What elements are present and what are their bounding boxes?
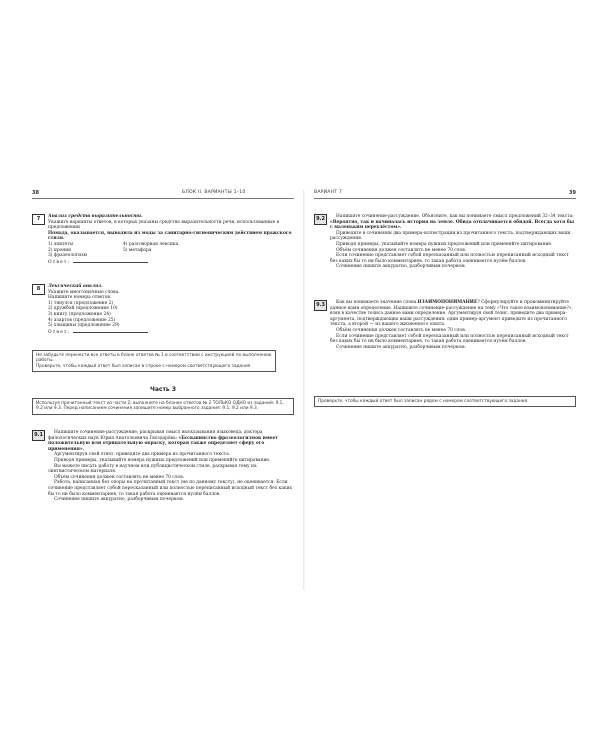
task-9-1-p7: Сочинение пишите аккуратно, разборчивым почерком. [54,497,185,503]
task-9-3-p4: Сочинение пишите аккуратно, разборчивым почерком. [336,344,467,350]
task-8-options [48,301,198,329]
task-9-3-p3: Если сочинение представляет собой пересказанный или полностью переписанный исходный текст без каких бы то ни было комментариев, то такая работа оценивается нулём баллов. [330,333,569,345]
quote-text: «Вероятно, так и начиналась история на земле. Обида отплачивается обидой. Всегда хотя бы с маленьким перехлёстом». [330,219,575,231]
part-3-instruction-note [32,398,294,415]
task-7-option: 2) ирония [48,247,71,253]
right-page [314,190,576,590]
book-gutter [303,190,305,590]
left-running-title: БЛОК II. ВАРИАНТЫ 1–10 [182,190,246,195]
text: ? Сформулируйте и прокомментируйте данное вами определение. Напишите сочинение-рассуждение на тему «Что такое взаимопонимание?», взяв в качестве тезиса данное вами определение. Аргументируя свой тезис, приведите два примера-аргумента, подтверждающих ваши рассуждения: один пример-аргумент приведите из прочитанного текста, а второй — из вашего жизненного опыта. [330,300,573,328]
task-7-option: 3) фразеологизм [48,253,87,259]
task-9-2-p4: Объём сочинения должен составлять не менее 70 слов. [336,247,467,253]
task-7-option: 5) метафора [123,247,152,253]
answer-label: Ответ: [48,329,71,335]
transfer-answers-note [32,350,276,372]
right-running-title: ВАРИАНТ 7 [314,190,343,195]
task-9-3-number: 9.3 [314,300,327,311]
task-8-heading: Лексический анализ. [48,284,103,289]
text: Напишите сочинение-рассуждение. Объясните, как вы понимаете смысл предложений 32–34 текста: [336,214,574,219]
task-9-1-p1 [48,430,294,452]
task-9-2 [314,214,576,294]
task-9-2-p2: Приведите в сочинении два примера-иллюстрации из прочитанного текста, подтверждающих ваши рассуждения. [330,230,571,242]
task-9-3-p1 [330,300,576,328]
quote-text: «Большинство фразеологизмов имеет положительную или отрицательную окраску, которая также определяет сферу его применения». [48,435,278,452]
task-7 [32,214,294,274]
task-9-1-p2: Аргументируя свой ответ, приведите два примера из прочитанного текста. [54,452,231,458]
text: Напишите сочинение-рассуждение, раскрывая смысл высказывания языковеда, доктора филологических наук Юрия Анатольевича Гвоздарёва: [48,430,263,441]
right-page-number: 39 [569,190,576,196]
answer-label: Ответ: [48,259,71,265]
task-8-option: 5) хлыщины (предложение 29) [48,323,120,329]
task-9-2-p6: Сочинение пишите аккуратно, разборчивым почерком. [336,264,467,270]
task-7-heading: Анализ средств выразительности. [48,214,143,219]
task-8-sub: Напишите номера ответов. [48,295,112,301]
task-9-1-p4: Вы можете писать работу в научном или публицистическом стиле, раскрывая тему на лингвистическом материале. [48,463,257,475]
task-7-instruction: Укажите варианты ответов, в которых указаны средства выразительности речи, использованные в предложении [48,219,280,231]
task-9-2-p5: Если сочинение представляет собой пересказанный или полностью переписанный исходный текст без каких бы то ни было комментариев, то такая работа оценивается нулём баллов. [330,253,569,264]
book-spread [32,190,576,590]
text: Как вы понимаете значение слова [336,300,418,305]
task-9-2-body [330,214,576,270]
left-page-number: 38 [32,190,39,196]
task-9-1-p3: Приводя примеры, указывайте номера нужных предложений или применяйте цитирование. [54,457,271,463]
task-8-answer [48,329,294,336]
task-9-3-p2: Объём сочинения должен составлять не менее 70 слов. [336,327,467,333]
keyword: ВЗАИМОПОНИМАНИЕ [417,300,478,305]
task-9-2-p3: Приводя примеры, указывайте номера нужных предложений или применяйте цитирование. [336,241,553,247]
task-8-option: 3) книгу (предложение 24) [48,311,111,317]
check-answers-note [314,396,576,407]
task-9-1-p6: Работа, написанная без опоры на прочитанный текст (не по данному тексту), не оценивается. Если сочинение представляет собой пересказанный или полностью переписанный исходный текст без каких бы то ни было комментариев, то такая работа оценивается нулём баллов. [48,480,292,497]
task-7-quote: Помада, оказывается, выводила из моды за санитарно-гигиеническим действием пражского стиля. [48,230,292,242]
part-3-title: Часть 3 [150,386,176,393]
task-7-body [48,214,294,265]
task-7-option: 4) разговорная лексика [123,241,179,247]
task-9-2-p1 [330,214,576,231]
answer-line [73,259,148,263]
answer-line [73,329,148,333]
left-header-rule [32,198,294,199]
task-9-3-body [330,300,576,350]
task-9-2-number: 9.2 [314,214,327,225]
task-9-1 [32,430,294,580]
task-8-option: 4) азартов (предложение 25) [48,317,116,323]
right-header-rule [314,198,576,199]
left-page [32,190,294,590]
task-8-instruction: Укажите многозначные слова. [48,289,120,295]
note-line-2: Проверьте, чтобы каждый ответ был записан в строке с номером соответствующего задания. [36,363,252,369]
task-9-1-number: 9.1 [32,430,45,441]
task-7-option: 1) эпитеты [48,241,74,247]
task-9-3 [314,300,576,390]
task-8-option: 1) тянулся (предложение 2) [48,300,114,306]
task-7-options [48,242,198,259]
task-8-body [48,284,294,335]
task-9-1-body [48,430,294,503]
part-3-instruction: Используя прочитанный текст из части 2, выполните на бланке ответов № 2 ТОЛЬКО ОДНО из заданий: 9.1, 9.2 или 9.3. Перед написанием сочинения запишите номер выбранного задания: 9.1, 9.2 или 9.3. [36,401,284,412]
task-7-number: 7 [32,214,45,225]
note-text: Проверьте, чтобы каждый ответ был записан рядом с номером соответствующего задания. [318,399,529,404]
task-9-1-p5: Объём сочинения должен составлять не менее 70 слов. [54,474,185,480]
task-8-number: 8 [32,284,45,295]
task-8-option: 2) дружбой (предложение 10) [48,306,118,312]
note-line-1: Не забудьте перенести все ответы в бланк ответов № 1 в соответствии с инструкцией по выполнению работы. [36,353,272,364]
task-7-answer [48,259,294,266]
task-8 [32,284,294,340]
